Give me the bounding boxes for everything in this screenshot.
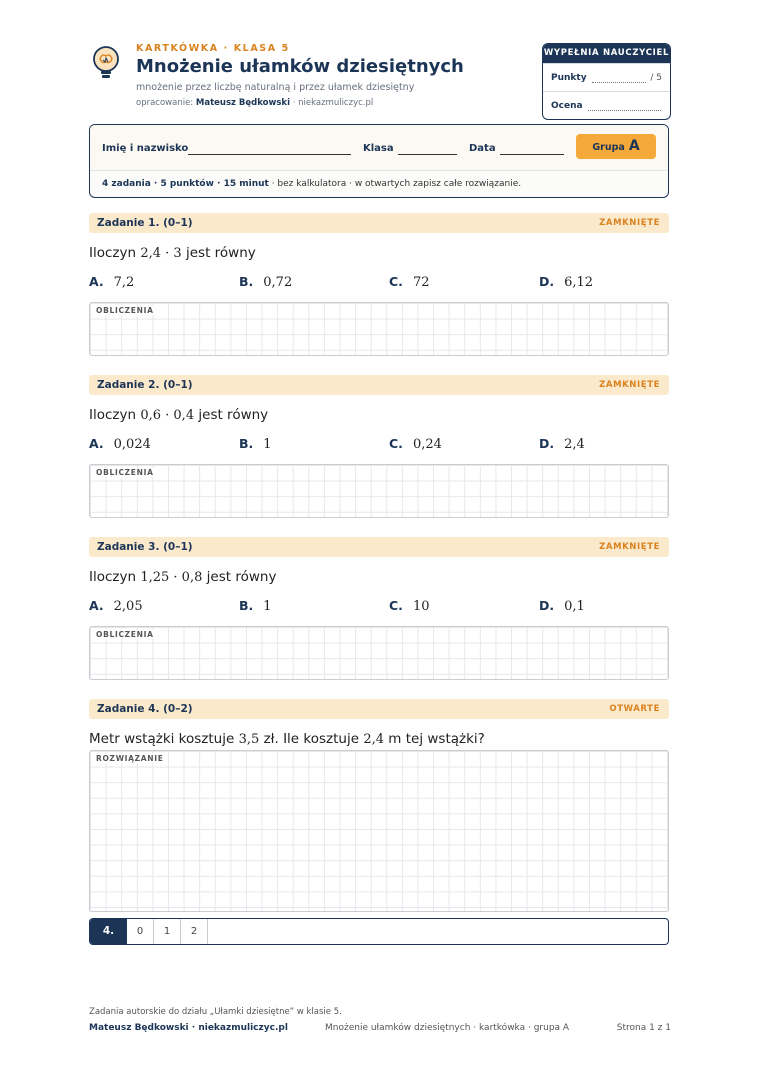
task-3-answer-b[interactable] bbox=[239, 598, 272, 614]
points-label: Punkty bbox=[551, 73, 587, 83]
answer-letter: C. bbox=[389, 598, 403, 613]
task-4-header bbox=[89, 699, 669, 719]
task-3-answer-a[interactable] bbox=[89, 598, 143, 614]
answer-value: 2,05 bbox=[113, 599, 143, 614]
answer-letter: B. bbox=[239, 598, 254, 613]
task-2-question-post: jest równy bbox=[194, 407, 269, 423]
task-3-type: ZAMKNIĘTE bbox=[599, 542, 660, 552]
task-4-solution-area[interactable] bbox=[89, 750, 669, 912]
credit-site: · niekazmuliczyc.pl bbox=[290, 98, 374, 108]
summary-bold: 4 zadania · 5 punktów · 15 minut bbox=[102, 179, 269, 189]
answer-value: 0,24 bbox=[412, 437, 442, 452]
footer-note: Zadania autorskie do działu „Ułamki dziesiętne” w klasie 5. bbox=[89, 1007, 342, 1017]
answer-letter: B. bbox=[239, 274, 254, 289]
task-2-answer-d[interactable] bbox=[539, 436, 585, 452]
task-1-calculation-area[interactable] bbox=[89, 302, 669, 356]
task-1-question-pre: Iloczyn bbox=[89, 245, 141, 261]
page-subtitle: mnożenie przez liczbę naturalną i przez ułamek dziesiętny bbox=[136, 82, 415, 93]
task-1-header bbox=[89, 213, 669, 233]
task-2-calculation-area[interactable] bbox=[89, 464, 669, 518]
score-option-2[interactable]: 2 bbox=[181, 919, 208, 944]
group-label: Grupa bbox=[592, 142, 625, 153]
task-1-question-math: 2,4 · 3 bbox=[140, 246, 182, 261]
answer-value: 72 bbox=[412, 275, 430, 290]
grade-field[interactable] bbox=[588, 110, 661, 111]
page-footer bbox=[89, 1023, 671, 1035]
answer-value: 6,12 bbox=[564, 275, 594, 290]
calculation-label: OBLICZENIA bbox=[96, 306, 157, 315]
group-badge bbox=[576, 134, 656, 159]
task-3-question-math: 1,25 · 0,8 bbox=[140, 570, 203, 585]
grade-row[interactable] bbox=[543, 91, 670, 119]
task-4-question-mid: zł. Ile kosztuje bbox=[259, 731, 364, 747]
page-number: Strona 1 z 1 bbox=[616, 1023, 671, 1033]
answer-value: 2,4 bbox=[564, 437, 585, 452]
student-info-fields bbox=[90, 125, 668, 171]
worksheet-kicker: KARTKÓWKA · KLASA 5 bbox=[136, 43, 290, 54]
group-letter: A bbox=[628, 138, 640, 154]
answer-value: 0,72 bbox=[263, 275, 293, 290]
summary-rest: · bez kalkulatora · w otwartych zapisz całe rozwiązanie. bbox=[268, 179, 522, 189]
task-2-answer-c[interactable] bbox=[389, 436, 442, 452]
task-4-question-pre: Metr wstążki kosztuje bbox=[89, 731, 239, 747]
task-4-title: Zadanie 4. (0–2) bbox=[97, 703, 193, 715]
task-4-question-math: 3,5 bbox=[238, 732, 260, 747]
task-1-answer-b[interactable] bbox=[239, 274, 292, 290]
date-label: Data bbox=[469, 143, 496, 154]
score-option-1[interactable]: 1 bbox=[154, 919, 181, 944]
answer-value: 1 bbox=[263, 599, 272, 614]
answer-letter: B. bbox=[239, 436, 254, 451]
answer-letter: A. bbox=[89, 436, 104, 451]
task-4-question-post: m tej wstążki? bbox=[384, 731, 485, 747]
task-2-title: Zadanie 2. (0–1) bbox=[97, 379, 193, 391]
answer-letter: D. bbox=[539, 436, 555, 451]
task-3-answer-c[interactable] bbox=[389, 598, 429, 614]
name-field[interactable] bbox=[188, 154, 351, 155]
answer-value: 10 bbox=[412, 599, 430, 614]
answer-value: 7,2 bbox=[113, 275, 135, 290]
answer-letter: A. bbox=[89, 598, 104, 613]
task-3-question-pre: Iloczyn bbox=[89, 569, 141, 585]
task-3-answer-d[interactable] bbox=[539, 598, 585, 614]
task-4-type: OTWARTE bbox=[609, 704, 660, 714]
task-2-header bbox=[89, 375, 669, 395]
task-1-answer-c[interactable] bbox=[389, 274, 429, 290]
task-2-question bbox=[89, 407, 268, 423]
task-4-question bbox=[89, 731, 485, 747]
task-3-question-post: jest równy bbox=[202, 569, 277, 585]
calculation-label: OBLICZENIA bbox=[96, 630, 157, 639]
grade-label: Ocena bbox=[551, 101, 583, 111]
answer-value: 0,024 bbox=[113, 437, 151, 452]
footer-title: Mnożenie ułamków dziesiętnych · kartkówka · grupa A bbox=[325, 1023, 570, 1033]
teacher-box bbox=[542, 43, 671, 120]
task-3-calculation-area[interactable] bbox=[89, 626, 669, 680]
date-field[interactable] bbox=[500, 154, 564, 155]
points-row[interactable] bbox=[543, 63, 670, 91]
student-info-box bbox=[89, 124, 669, 198]
author-name: Mateusz Będkowski bbox=[195, 98, 291, 108]
lightbulb-brain-icon bbox=[90, 44, 122, 82]
task-2-question-math: 0,6 · 0,4 bbox=[140, 408, 195, 423]
task-1-title: Zadanie 1. (0–1) bbox=[97, 217, 193, 229]
calculation-label: OBLICZENIA bbox=[96, 468, 157, 477]
task-4-score-bar bbox=[89, 918, 669, 945]
task-1-answer-a[interactable] bbox=[89, 274, 134, 290]
task-3-question bbox=[89, 569, 276, 585]
page-title: Mnożenie ułamków dziesiętnych bbox=[136, 56, 464, 77]
task-2-answer-a[interactable] bbox=[89, 436, 151, 452]
answer-value: 0,1 bbox=[564, 599, 585, 614]
task-3-header bbox=[89, 537, 669, 557]
answer-letter: D. bbox=[539, 598, 555, 613]
answer-letter: C. bbox=[389, 436, 403, 451]
task-1-answer-d[interactable] bbox=[539, 274, 593, 290]
task-4-question-math2: 2,4 bbox=[363, 732, 385, 747]
points-max: / 5 bbox=[650, 73, 662, 83]
score-option-0[interactable]: 0 bbox=[127, 919, 154, 944]
task-2-type: ZAMKNIĘTE bbox=[599, 380, 660, 390]
task-3-title: Zadanie 3. (0–1) bbox=[97, 541, 193, 553]
task-2-answer-b[interactable] bbox=[239, 436, 272, 452]
answer-letter: D. bbox=[539, 274, 555, 289]
task-2-question-pre: Iloczyn bbox=[89, 407, 141, 423]
task-1-question bbox=[89, 245, 256, 261]
class-label: Klasa bbox=[363, 143, 394, 154]
credit-prefix: opracowanie: bbox=[136, 98, 196, 108]
score-task-number: 4. bbox=[90, 919, 127, 944]
class-field[interactable] bbox=[398, 154, 457, 155]
name-label: Imię i nazwisko bbox=[102, 143, 189, 154]
footer-author: Mateusz Będkowski · niekazmuliczyc.pl bbox=[89, 1023, 288, 1033]
points-field[interactable] bbox=[592, 82, 646, 83]
test-summary bbox=[90, 171, 668, 198]
teacher-box-title: WYPEŁNIA NAUCZYCIEL bbox=[543, 44, 670, 63]
answer-letter: A. bbox=[89, 274, 104, 289]
solution-label: ROZWIĄZANIE bbox=[96, 754, 167, 763]
answer-letter: C. bbox=[389, 274, 403, 289]
credit-line bbox=[136, 98, 373, 108]
task-1-question-post: jest równy bbox=[181, 245, 256, 261]
answer-value: 1 bbox=[263, 437, 272, 452]
task-1-type: ZAMKNIĘTE bbox=[599, 218, 660, 228]
